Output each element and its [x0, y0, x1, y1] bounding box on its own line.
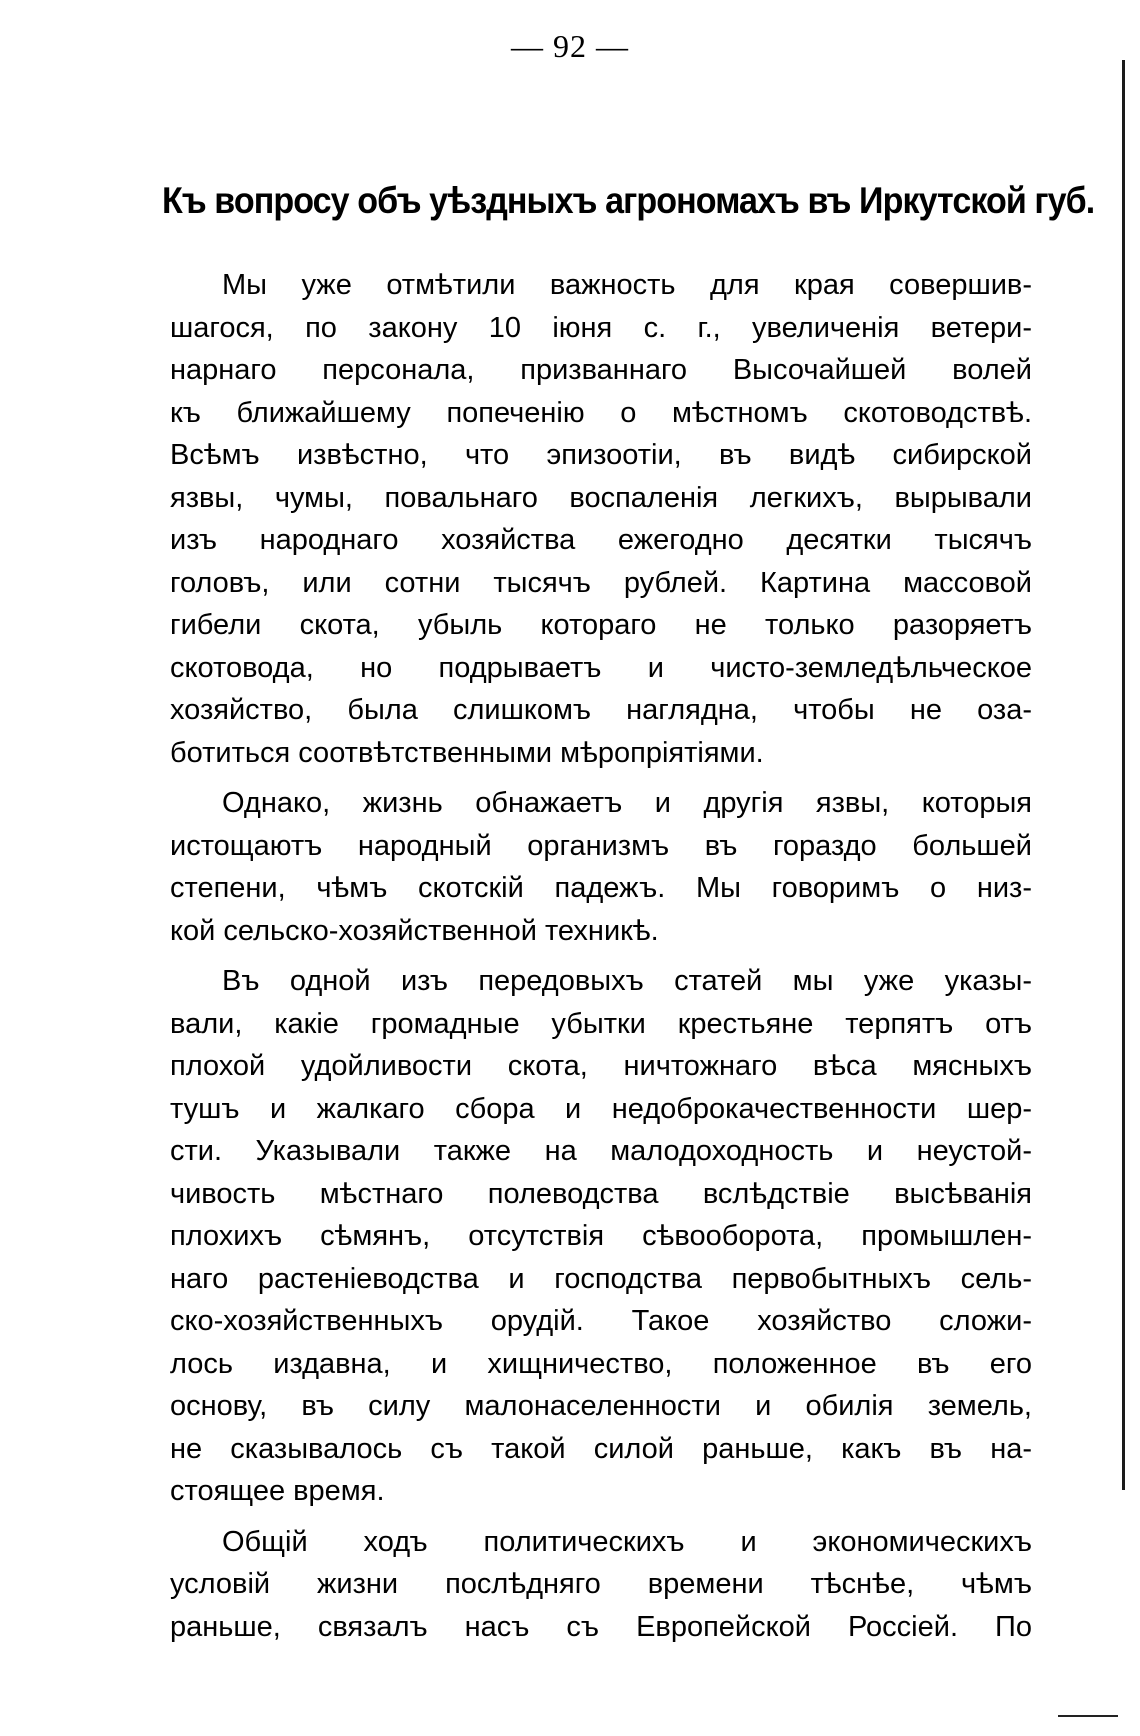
paragraph-line: тушъ и жалкаго сбора и недоброкачественности шер- [170, 1092, 1032, 1125]
paragraph-line: Въ одной изъ передовыхъ статей мы уже указы- [222, 965, 1032, 997]
paragraph-line: раньше, связалъ насъ съ Европейской Россіей. По [170, 1610, 1032, 1643]
paragraph-line: плохой удойливости скота, ничтожнаго вѣса мясныхъ [170, 1050, 1032, 1082]
paragraph-line: чивость мѣстнаго полеводства вслѣдствіе высѣванія [170, 1177, 1032, 1210]
page-number: — 92 — [511, 28, 629, 64]
paragraph-line: изъ народнаго хозяйства ежегодно десятки тысячъ [170, 524, 1032, 556]
paragraph-line: ско-хозяйственныхъ орудій. Такое хозяйство сложи- [170, 1305, 1032, 1337]
paragraph-line: степени, чѣмъ скотскій падежъ. Мы говоримъ о низ- [170, 872, 1032, 904]
paragraph-gap [170, 1513, 1032, 1521]
paragraph-line: сти. Указывали также на малодоходность и неустой- [170, 1135, 1032, 1167]
page-edge-shadow [1122, 60, 1125, 1490]
paragraph-gap [170, 774, 1032, 782]
paragraph-line: Однако, жизнь обнажаетъ и другія язвы, которыя [222, 787, 1032, 819]
paragraph-gap [170, 952, 1032, 960]
bottom-printer-mark [1058, 1715, 1118, 1717]
paragraph-line: стоящее время. [170, 1475, 385, 1507]
paragraph-line: нарнаго персонала, призваннаго Высочайшей волей [170, 354, 1032, 386]
paragraph-line: не сказывалось съ такой силой раньше, какъ въ на- [170, 1432, 1032, 1465]
paragraph-line: головъ, или сотни тысячъ рублей. Картина массовой [170, 566, 1032, 599]
paragraph-line: условій жизни послѣдняго времени тѣснѣе, чѣмъ [170, 1568, 1032, 1600]
paragraph-line: кой сельско-хозяйственной техникѣ. [170, 914, 659, 947]
paragraph-line: язвы, чумы, повальнаго воспаленія легкихъ, вырывали [170, 481, 1032, 514]
paragraph-line: шагося, по закону 10 іюня с. г., увеличенія ветери- [170, 311, 1032, 344]
paragraph-line: наго растеніеводства и господства первобытныхъ сель- [170, 1262, 1032, 1295]
paragraph-line: Всѣмъ извѣстно, что эпизоотіи, въ видѣ сибирской [170, 439, 1032, 471]
paragraph-line: основу, въ силу малонаселенности и обилія земель, [170, 1390, 1032, 1422]
paragraph-line: лось издавна, и хищничество, положенное въ его [170, 1347, 1032, 1380]
paragraph-line: къ ближайшему попеченію о мѣстномъ скотоводствѣ. [170, 396, 1032, 429]
paragraph-line: истощаютъ народный организмъ въ гораздо большей [170, 829, 1032, 862]
paragraph-line: вали, какіе громадные убытки крестьяне терпятъ отъ [170, 1007, 1032, 1040]
paragraph-line: плохихъ сѣмянъ, отсутствія сѣвооборота, промышлен- [170, 1220, 1032, 1252]
paragraph-line: Мы уже отмѣтили важность для края совершив- [222, 269, 1032, 301]
paragraph-line: скотовода, но подрываетъ и чисто-земледѣльческое [170, 651, 1032, 684]
paragraph-line: Общій ходъ политическихъ и экономическихъ [222, 1525, 1032, 1558]
article-heading: Къ вопросу объ уѣздныхъ агрономахъ въ Иркутской губ. [162, 180, 1095, 221]
paragraph-line: ботиться соотвѣтственными мѣропріятіями. [170, 736, 764, 769]
paragraph-line: гибели скота, убыль котораго не только разоряетъ [170, 609, 1032, 641]
paragraph-line: хозяйство, была слишкомъ наглядна, чтобы не оза- [170, 694, 1032, 726]
article-body [170, 264, 1032, 1648]
